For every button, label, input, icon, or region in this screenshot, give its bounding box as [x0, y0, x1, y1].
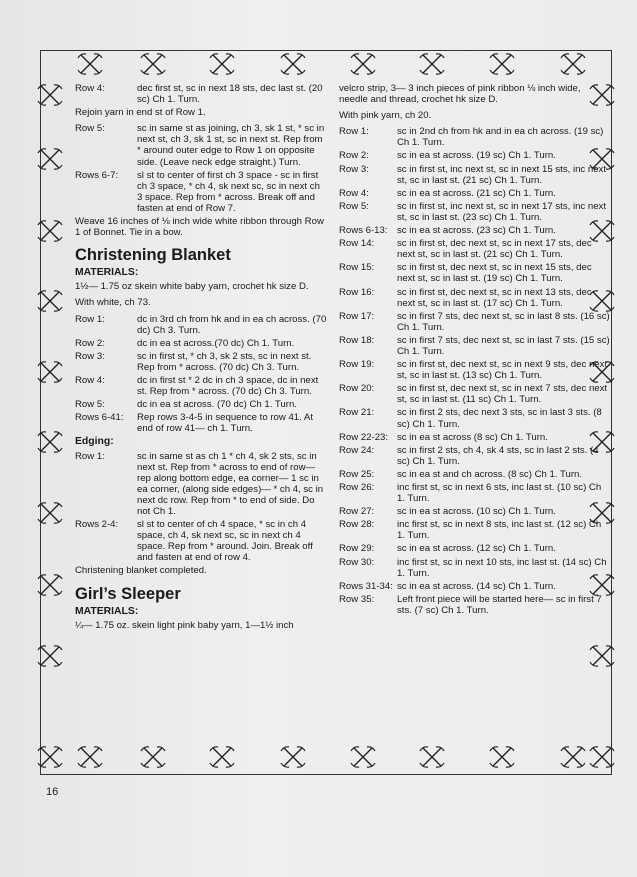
- edging-row: [75, 451, 327, 518]
- sleeper-title: Girl’s Sleeper: [75, 584, 181, 603]
- row-instruction: sl st to center of ch 4 space, * sc in ch 4 space, ch 4, sk next sc, sc in next ch 4 space. Rep from * around. Join. Break off and fasten at end of row 4.: [137, 519, 313, 564]
- row-instruction: sc in ea st across. (21 sc) Ch 1. Turn.: [397, 187, 556, 199]
- row-label: Rows 6-41:: [75, 412, 124, 424]
- border-motif-icon: [348, 742, 378, 772]
- row-instruction: dc in first st * 2 dc in ch 3 space, dc in next st. Rep from * across. (70 dc) Ch 3. Turn.: [137, 374, 319, 398]
- border-motif-icon: [35, 498, 65, 528]
- border-motif-icon: [487, 742, 517, 772]
- row-instruction: sc in ea st across. (19 sc) Ch 1. Turn.: [397, 150, 556, 162]
- edging-row: [75, 519, 327, 563]
- blanket-row: [75, 375, 327, 397]
- row-label: Row 18:: [339, 334, 375, 346]
- border-motif-icon: [558, 49, 588, 79]
- row-label: Row 20:: [339, 383, 375, 395]
- sleeper-row: [339, 407, 611, 429]
- row-label: Row 22-23:: [339, 431, 389, 443]
- with-pink-note: With pink yarn, ch 20.: [339, 110, 432, 122]
- row-label: Row 5:: [75, 399, 105, 411]
- row-label: Row 16:: [339, 286, 375, 298]
- sleeper-row: [339, 506, 611, 517]
- rejoin-note: Rejoin yarn in end st of Row 1.: [75, 107, 206, 119]
- border-motif-icon: [487, 49, 517, 79]
- row-instruction: inc first st, sc in next 10 sts, inc last st. (14 sc) Ch 1. Turn.: [397, 556, 607, 579]
- row-label: Row 24:: [339, 444, 375, 456]
- row-label: Row 4:: [75, 83, 105, 94]
- sleeper-row: [339, 201, 611, 223]
- border-motif-icon: [35, 286, 65, 316]
- border-motif-icon: [207, 49, 237, 79]
- border-motif-icon: [138, 49, 168, 79]
- row-label: Rows 31-34:: [339, 580, 393, 592]
- row-instruction: sc in first 7 sts, dec next st, sc in last 8 sts. (16 sc) Ch 1. Turn.: [397, 310, 610, 333]
- border-motif-icon: [138, 742, 168, 772]
- row-label: Row 25:: [339, 468, 375, 480]
- row-label: Row 4:: [75, 374, 105, 386]
- page-number: 16: [46, 786, 59, 798]
- row-label: Row 2:: [339, 150, 369, 162]
- left-column: [75, 83, 327, 636]
- row-instruction: sc in first st, dec next st, sc in next 9 sts, dec next st, sc in last st. (13 sc) Ch 1. Turn.: [397, 359, 608, 382]
- row-label: Rows 2-4:: [75, 519, 119, 531]
- row-label: Row 35:: [339, 593, 375, 605]
- blanket-row: [75, 314, 327, 336]
- sleeper-row: [339, 519, 611, 541]
- row-label: Row 14:: [339, 238, 375, 250]
- row-instruction: sc in first 2 sts, dec next 3 sts, sc in last 3 sts. (8 sc) Ch 1. Turn.: [397, 407, 602, 430]
- sleeper-row: [339, 557, 611, 579]
- row-instruction: Left front piece will be started here— sc in first 7 sts. (7 sc) Ch 1. Turn.: [397, 593, 602, 616]
- row-label: Row 1:: [339, 126, 369, 138]
- border-motif-icon: [587, 641, 617, 671]
- border-motif-icon: [417, 742, 447, 772]
- row-label: Row 21:: [339, 407, 375, 419]
- row-instruction: sc in same st as joining, ch 3, sk 1 st, * sc in next st, ch 3, sk 1 st, sc in next st. Rep from * around outer edge to Row 1 on opposite side. (Leave neck edge straight.) Turn.: [137, 123, 325, 168]
- sleeper-row: [339, 311, 611, 333]
- border-motif-icon: [35, 570, 65, 600]
- border-motif-icon: [75, 49, 105, 79]
- sleeper-row: [339, 225, 611, 236]
- row-instruction: dc in ea st across.(70 dc) Ch 1. Turn.: [137, 337, 295, 349]
- sleeper-row: [339, 164, 611, 186]
- weave-note: Weave 16 inches of ⅛ inch wide white ribbon through Row 1 of Bonnet. Tie in a bow.: [75, 216, 324, 239]
- sleeper-row: [339, 445, 611, 467]
- border-motif-icon: [35, 427, 65, 457]
- row-instruction: sc in 2nd ch from hk and in ea ch across. (19 sc) Ch 1. Turn.: [397, 126, 604, 149]
- row-label: Rows 6-13:: [339, 225, 388, 237]
- row-label: Row 4:: [339, 187, 369, 199]
- row-instruction: sc in first st, inc next st, sc in next 17 sts, inc next st, sc in last st. (23 sc) Ch 1. Turn.: [397, 200, 607, 223]
- row-instruction: inc first st, sc in next 6 sts, inc last st. (10 sc) Ch 1. Turn.: [397, 482, 602, 505]
- row-label: Row 5:: [339, 200, 369, 212]
- row-instruction: sc in first st, dec next st, sc in next 17 sts, dec next st, sc in last st. (21 sc) Ch 1. Turn.: [397, 238, 592, 261]
- row-label: Row 3:: [339, 163, 369, 175]
- bonnet-row: [75, 123, 327, 167]
- row-label: Row 3:: [75, 350, 105, 362]
- sleeper-row: [339, 469, 611, 480]
- row-instruction: sl st to center of first ch 3 space - sc in first ch 3 space, * ch 4, sk next sc, sc in next ch 3 space. Rep from * across. Break off and fasten at end of Row 7.: [137, 169, 320, 214]
- border-motif-icon: [207, 742, 237, 772]
- row-instruction: sc in first st, * ch 3, sk 2 sts, sc in next st. Rep from * across. (70 dc) Ch 3. Turn.: [137, 350, 312, 373]
- row-instruction: sc in ea st and ch across. (8 sc) Ch 1. Turn.: [397, 468, 583, 480]
- border-motif-icon: [35, 742, 65, 772]
- sleeper-row: [339, 359, 611, 381]
- row-instruction: Rep rows 3-4-5 in sequence to row 41. At end of row 41— ch 1. Turn.: [137, 412, 313, 435]
- row-label: Row 30:: [339, 556, 375, 568]
- border-motif-icon: [348, 49, 378, 79]
- sleeper-row: [339, 188, 611, 199]
- row-instruction: sc in ea st across. (14 sc) Ch 1. Turn.: [397, 580, 556, 592]
- row-instruction: sc in same st as ch 1 * ch 4, sk 2 sts, sc in next st. Rep from * across to end of row— rep along bottom edge, ea corner— 1 sc in ea corner, (along side edges)— * ch 4, sc in next dc row. Rep from * to end of side. Do not Ch 1.: [137, 450, 324, 517]
- row-instruction: sc in first 7 sts, dec next st, sc in last 7 sts. (15 sc) Ch 1. Turn.: [397, 334, 610, 357]
- row-label: Row 1:: [75, 313, 105, 325]
- row-label: Row 19:: [339, 359, 375, 371]
- row-instruction: sc in ea st across. (12 sc) Ch 1. Turn.: [397, 543, 556, 555]
- row-instruction: dec first st, sc in next 18 sts, dec last st. (20 sc) Ch 1. Turn.: [137, 83, 323, 106]
- sleeper-materials-label: MATERIALS:: [75, 605, 139, 617]
- blanket-materials-label: MATERIALS:: [75, 267, 139, 279]
- border-motif-icon: [558, 742, 588, 772]
- sleeper-row: [339, 262, 611, 284]
- row-instruction: sc in ea st across. (23 sc) Ch 1. Turn.: [397, 225, 556, 237]
- row-label: Row 29:: [339, 543, 375, 555]
- sleeper-row: [339, 126, 611, 148]
- blanket-row: [75, 338, 327, 349]
- sleeper-row: [339, 432, 611, 443]
- border-motif-icon: [35, 80, 65, 110]
- right-column: [339, 83, 611, 618]
- sleeper-row: [339, 482, 611, 504]
- sleeper-materials: ¼— 1.75 oz. skein light pink baby yarn, 1—1½ inch: [75, 619, 294, 631]
- row-label: Row 2:: [75, 337, 105, 349]
- border-motif-icon: [35, 216, 65, 246]
- row-label: Row 1:: [75, 450, 105, 462]
- with-white-note: With white, ch 73.: [75, 297, 151, 309]
- sleeper-materials-cont: velcro strip, 3— 3 inch pieces of pink ribbon ⅛ inch wide, needle and thread, crochet hk size D.: [339, 83, 581, 106]
- border-motif-icon: [417, 49, 447, 79]
- row-instruction: sc in first st, dec next st, sc in next 15 sts, dec next st, sc in last st. (19 sc) Ch 1. Turn.: [397, 262, 592, 285]
- row-instruction: sc in first st, dec next st, sc in next 7 sts, dec next st, sc in last st. (11 sc) Ch 1. Turn.: [397, 383, 608, 406]
- row-instruction: inc first st, sc in next 8 sts, inc last st. (12 sc) Ch 1. Turn.: [397, 519, 602, 542]
- border-motif-icon: [75, 742, 105, 772]
- blanket-row: [75, 399, 327, 410]
- border-motif-icon: [587, 742, 617, 772]
- row-label: Row 26:: [339, 482, 375, 493]
- row-instruction: dc in 3rd ch from hk and in ea ch across. (70 dc) Ch 3. Turn.: [137, 313, 327, 336]
- sleeper-row: [339, 581, 611, 592]
- row-label: Row 28:: [339, 519, 375, 531]
- border-motif-icon: [35, 357, 65, 387]
- bonnet-row: [75, 170, 327, 214]
- sleeper-row: [339, 383, 611, 405]
- sleeper-row: [339, 543, 611, 554]
- sleeper-row: [339, 150, 611, 161]
- row-instruction: sc in first st, inc next st, sc in next 15 sts, inc next st, sc in last st. (21 sc) Ch 1. Turn.: [397, 163, 607, 186]
- border-motif-icon: [35, 144, 65, 174]
- blanket-completed: Christening blanket completed.: [75, 565, 207, 577]
- row-instruction: sc in ea st across (8 sc) Ch 1. Turn.: [397, 431, 548, 443]
- border-motif-icon: [278, 49, 308, 79]
- row-label: Row 15:: [339, 262, 375, 274]
- row-instruction: sc in ea st across. (10 sc) Ch 1. Turn.: [397, 506, 556, 518]
- blanket-materials: 1½— 1.75 oz skein white baby yarn, crochet hk size D.: [75, 281, 309, 293]
- row-label: Row 27:: [339, 506, 375, 518]
- row-label: Rows 6-7:: [75, 169, 119, 181]
- sleeper-row: [339, 238, 611, 260]
- sleeper-row: [339, 287, 611, 309]
- row-label: Row 17:: [339, 310, 375, 322]
- sleeper-row: [339, 335, 611, 357]
- blanket-title: Christening Blanket: [75, 246, 231, 265]
- sleeper-row: [339, 594, 611, 616]
- bonnet-row: [75, 83, 327, 105]
- row-instruction: sc in first st, dec next st, sc in next 13 sts, dec next st, sc in last st. (17 sc) Ch 1. Turn.: [397, 286, 592, 309]
- blanket-row: [75, 351, 327, 373]
- border-motif-icon: [278, 742, 308, 772]
- edging-label: Edging:: [75, 436, 114, 448]
- border-motif-icon: [35, 641, 65, 671]
- row-instruction: sc in first 2 sts, ch 4, sk 4 sts, sc in last 2 sts. (4 sc) Ch 1. Turn.: [397, 444, 599, 467]
- row-label: Row 5:: [75, 123, 105, 135]
- row-instruction: dc in ea st across. (70 dc) Ch 1. Turn.: [137, 399, 297, 411]
- blanket-row: [75, 412, 327, 434]
